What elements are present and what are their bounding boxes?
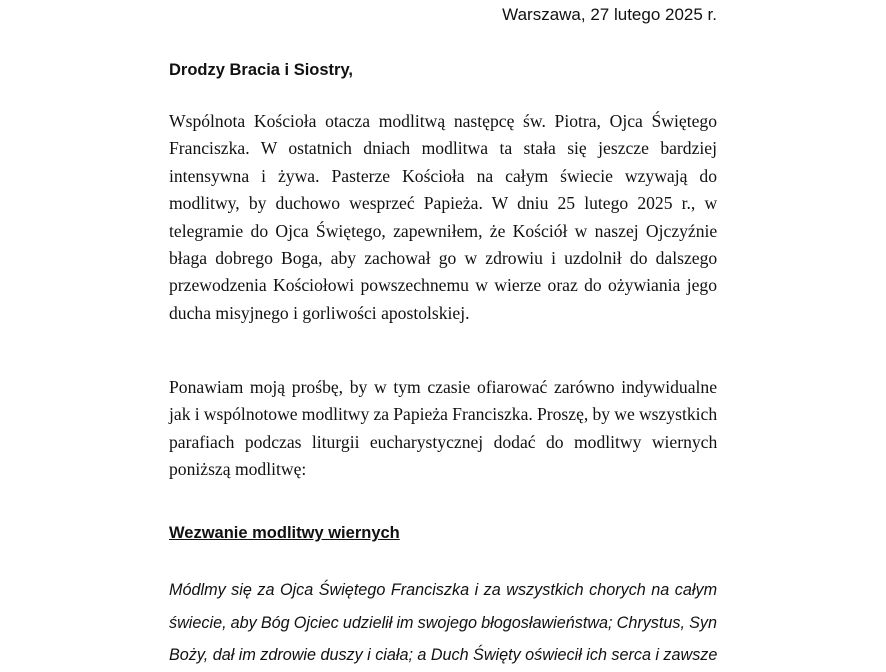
- paragraph-line: intensywna i żywa. Pasterze Kościoła na całym świecie wzywają do: [169, 165, 717, 186]
- paragraph-line: jak i wspólnotowe modlitwy za Papieża Franciszka. Proszę, by we wszystkich: [169, 404, 718, 425]
- paragraph-line: ducha misyjnego i gorliwości apostolskiej.: [169, 302, 470, 323]
- paragraph-line: telegramie do Ojca Świętego, zapewniłem, że Kościół w naszej Ojczyźnie: [169, 220, 718, 241]
- paragraph-line: modlitwy, by duchowo wesprzeć Papieża. W dniu 25 lutego 2025 r., w: [169, 193, 718, 214]
- prayer-line: Módlmy się za Ojca Świętego Franciszka i za wszystkich chorych na całym: [169, 581, 718, 599]
- dateline: Warszawa, 27 lutego 2025 r.: [502, 5, 717, 24]
- prayer-line: świecie, aby Bóg Ojciec udzielił im swojego błogosławieństwa; Chrystus, Syn: [169, 613, 717, 632]
- paragraph-line: poniższą modlitwę:: [169, 459, 307, 480]
- paragraph-line: Franciszka. W ostatnich dniach modlitwa ta stała się jeszcze bardziej: [169, 138, 717, 159]
- paragraph-line: przewodzenia Kościołowi powszechnemu w wierze oraz do ożywiania jego: [169, 275, 717, 296]
- paragraph-intro: [169, 108, 717, 327]
- paragraph-line: parafiach podczas liturgii eucharystycznej dodać do modlitwy wiernych: [169, 431, 718, 452]
- paragraph-line: Wspólnota Kościoła otacza modlitwą następcę św. Piotra, Ojca Świętego: [169, 111, 717, 131]
- prayer-line: Boży, dał im zdrowie duszy i ciała; a Duch Święty oświecił ich serca i zawsze: [169, 646, 718, 665]
- section-heading: Wezwanie modlitwy wiernych: [169, 524, 400, 542]
- paragraph-request: [169, 374, 717, 484]
- greeting: Drodzy Bracia i Siostry,: [169, 61, 354, 79]
- paragraph-line: Ponawiam moją prośbę, by w tym czasie ofiarować zarówno indywidualne: [169, 377, 717, 397]
- paragraph-line: błaga dobrego Boga, aby zachował go w zdrowiu i uzdolnił do dalszego: [169, 248, 718, 269]
- prayer-text: [169, 574, 717, 672]
